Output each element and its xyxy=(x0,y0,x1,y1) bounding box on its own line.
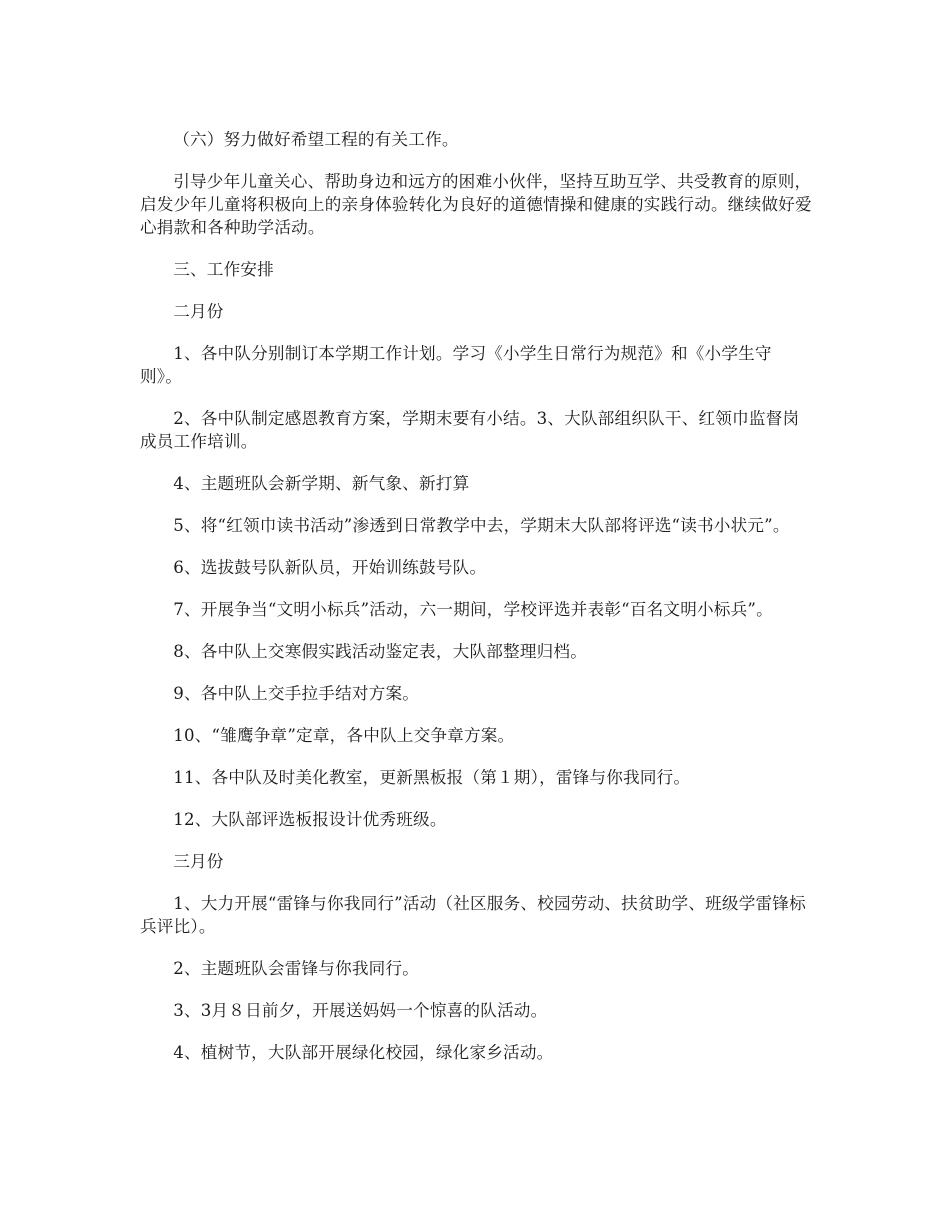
section-heading-work-arrangement: 三、工作安排 xyxy=(173,260,274,279)
list-item: 2、各中队制定感恩教育方案，学期末要有小结。3、大队部组织队干、红领巾监督岗成员工作培训。 xyxy=(140,409,800,451)
month-heading-february: 二月份 xyxy=(173,302,224,321)
document-page xyxy=(140,128,812,1083)
list-item: 5、将“红领巾读书活动”渗透到日常教学中去，学期末大队部将评选“读书小状元”。 xyxy=(173,516,790,535)
month-heading-march: 三月份 xyxy=(173,852,224,871)
section-heading-hope-project: （六）努力做好希望工程的有关工作。 xyxy=(173,130,459,149)
body-paragraph: 引导少年儿童关心、帮助身边和远方的困难小伙伴，坚持互助互学、共受教育的原则，启发少年儿童将积极向上的亲身体验转化为良好的道德情操和健康的实践行动。继续做好爱心捐款和各种助学活动。 xyxy=(140,172,812,237)
list-item: 8、各中队上交寒假实践活动鉴定表，大队部整理归档。 xyxy=(173,642,587,661)
list-item: 2、主题班队会雷锋与你我同行。 xyxy=(173,959,420,978)
list-item: 4、植树节，大队部开展绿化校园，绿化家乡活动。 xyxy=(173,1043,554,1062)
list-item: 1、各中队分别制订本学期工作计划。学习《小学生日常行为规范》和《小学生守则》。 xyxy=(140,344,772,386)
list-item: 12、大队部评选板报设计优秀班级。 xyxy=(173,810,447,829)
list-item: 10、“雏鹰争章”定章，各中队上交争章方案。 xyxy=(173,726,515,745)
list-item: 11、各中队及时美化教室，更新黑板报（第１期），雷锋与你我同行。 xyxy=(173,768,691,787)
list-item: 1、大力开展“雷锋与你我同行”活动（社区服务、校园劳动、扶贫助学、班级学雷锋标兵评比）。 xyxy=(140,894,806,936)
list-item: 9、各中队上交手拉手结对方案。 xyxy=(173,684,420,703)
list-item: 7、开展争当“文明小标兵”活动，六一期间，学校评选并表彰“百名文明小标兵”。 xyxy=(173,600,773,619)
list-item: 4、主题班队会新学期、新气象、新打算 xyxy=(173,474,470,493)
list-item: 6、选拔鼓号队新队员，开始训练鼓号队。 xyxy=(173,558,487,577)
list-item: 3、3月８日前夕，开展送妈妈一个惊喜的队活动。 xyxy=(173,1001,548,1020)
